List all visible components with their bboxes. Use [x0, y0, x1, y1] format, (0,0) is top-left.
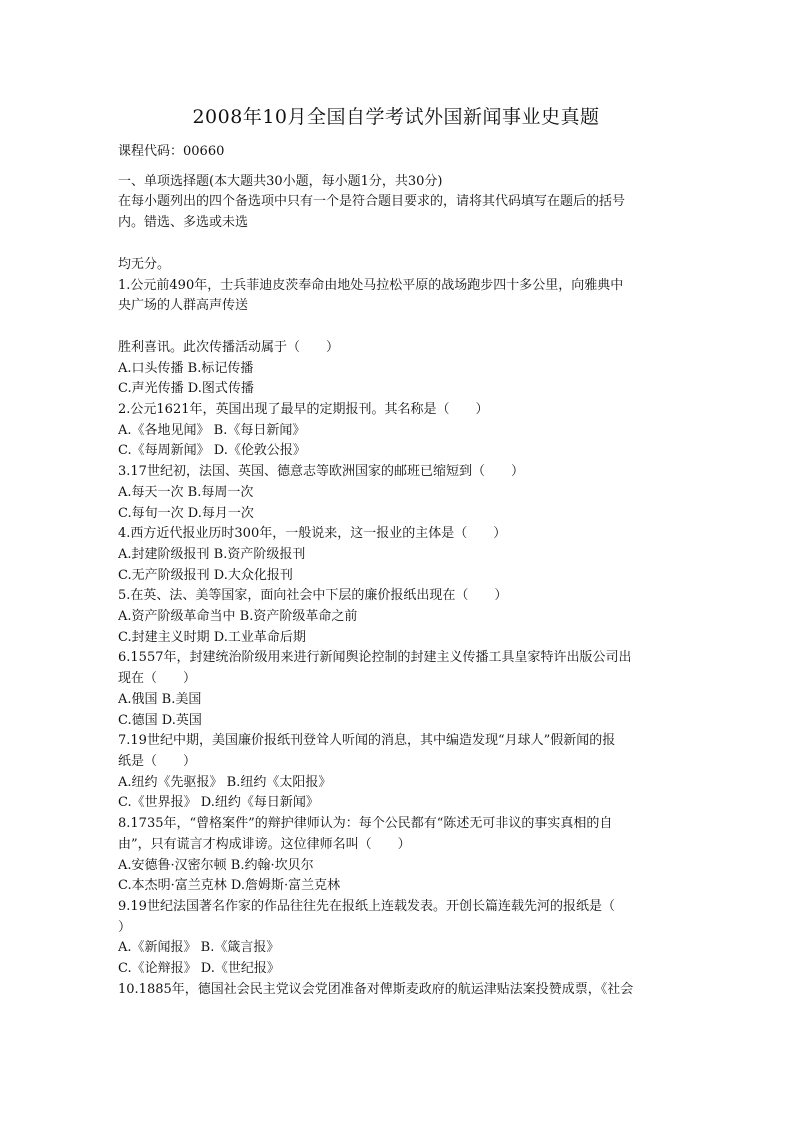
question-options: C.德国 D.英国 — [118, 712, 202, 728]
question-options: C.《世界报》 D.纽约《每日新闻》 — [118, 795, 319, 811]
question-options: A.口头传播 B.标记传播 — [118, 360, 254, 376]
question-options: C.封建主义时期 D.工业革命后期 — [118, 629, 306, 645]
question-stem: 10.1885年，德国社会民主党议会党团准备对俾斯麦政府的航运津贴法案投赞成票，《社会 — [118, 981, 634, 997]
question-stem: ） — [118, 919, 132, 935]
course-code: 课程代码：00660 — [118, 144, 225, 159]
question-stem: 4.西方近代报业历时300年，一般说来，这一报业的主体是（ ） — [118, 526, 507, 542]
question-options: C.本杰明·富兰克林 D.詹姆斯·富兰克林 — [118, 878, 341, 894]
document-page — [118, 104, 674, 1000]
question-stem: 央广场的人群高声传送 — [118, 298, 249, 314]
question-stem: 现在（ ） — [118, 671, 197, 687]
section-heading: 一、单项选择题(本大题共30小题，每小题1分，共30分) — [118, 173, 443, 189]
question-options: C.每旬一次 D.每月一次 — [118, 505, 254, 521]
question-stem: 1.公元前490年，士兵菲迪皮茨奉命由地处马拉松平原的战场跑步四十多公里，向雅典中 — [118, 277, 624, 293]
question-options: A.封建阶级报刊 B.资产阶级报刊 — [118, 546, 306, 562]
question-options: A.每天一次 B.每周一次 — [118, 484, 254, 500]
question-stem: 6.1557年，封建统治阶级用来进行新闻舆论控制的封建主义传播工具皇家特许出版公司出 — [118, 650, 632, 666]
question-stem: 胜利喜讯。此次传播活动属于（ ） — [118, 339, 340, 355]
question-options: A.安德鲁·汉密尔顿 B.约翰·坎贝尔 — [118, 857, 314, 873]
question-options: A.《新闻报》 B.《箴言报》 — [118, 940, 280, 956]
question-stem: 2.公元1621年，英国出现了最早的定期报刊。其名称是（ ） — [118, 402, 489, 418]
question-options: A.俄国 B.美国 — [118, 691, 202, 707]
question-options: C.《每周新闻》 D.《伦敦公报》 — [118, 443, 306, 459]
question-stem: 纸是（ ） — [118, 753, 197, 769]
question-options: C.《论辩报》 D.《世纪报》 — [118, 961, 280, 977]
section-instruction: 内。错选、多选或未选 — [118, 215, 249, 231]
question-stem: 5.在英、法、美等国家，面向社会中下层的廉价报纸出现在（ ） — [118, 588, 508, 604]
question-stem: 由”，只有谎言才构成诽谤。这位律师名叫（ ） — [118, 836, 411, 852]
question-stem: 9.19世纪法国著名作家的作品往往先在报纸上连载发表。开创长篇连载先河的报纸是（ — [118, 898, 615, 914]
section-instruction: 均无分。 — [118, 256, 171, 272]
question-options: A.纽约《先驱报》 B.纽约《太阳报》 — [118, 774, 332, 790]
question-stem: 3.17世纪初，法国、英国、德意志等欧洲国家的邮班已缩短到（ ） — [118, 464, 524, 480]
question-options: A.《各地见闻》 B.《每日新闻》 — [118, 422, 306, 438]
question-stem: 7.19世纪中期，美国廉价报纸刊登耸人听闻的消息，其中编造发现“月球人”假新闻的报 — [118, 733, 616, 749]
question-stem: 8.1735年，“曾格案件”的辩护律师认为：每个公民都有“陈述无可非议的事实真相的自 — [118, 816, 613, 832]
question-options: C.无产阶级报刊 D.大众化报刊 — [118, 567, 293, 583]
question-options: A.资产阶级革命当中 B.资产阶级革命之前 — [118, 609, 358, 625]
page-title: 2008年10月全国自学考试外国新闻事业史真题 — [192, 106, 600, 128]
section-instruction: 在每小题列出的四个备选项中只有一个是符合题目要求的，请将其代码填写在题后的括号 — [118, 194, 626, 210]
question-options: C.声光传播 D.图式传播 — [118, 381, 254, 397]
